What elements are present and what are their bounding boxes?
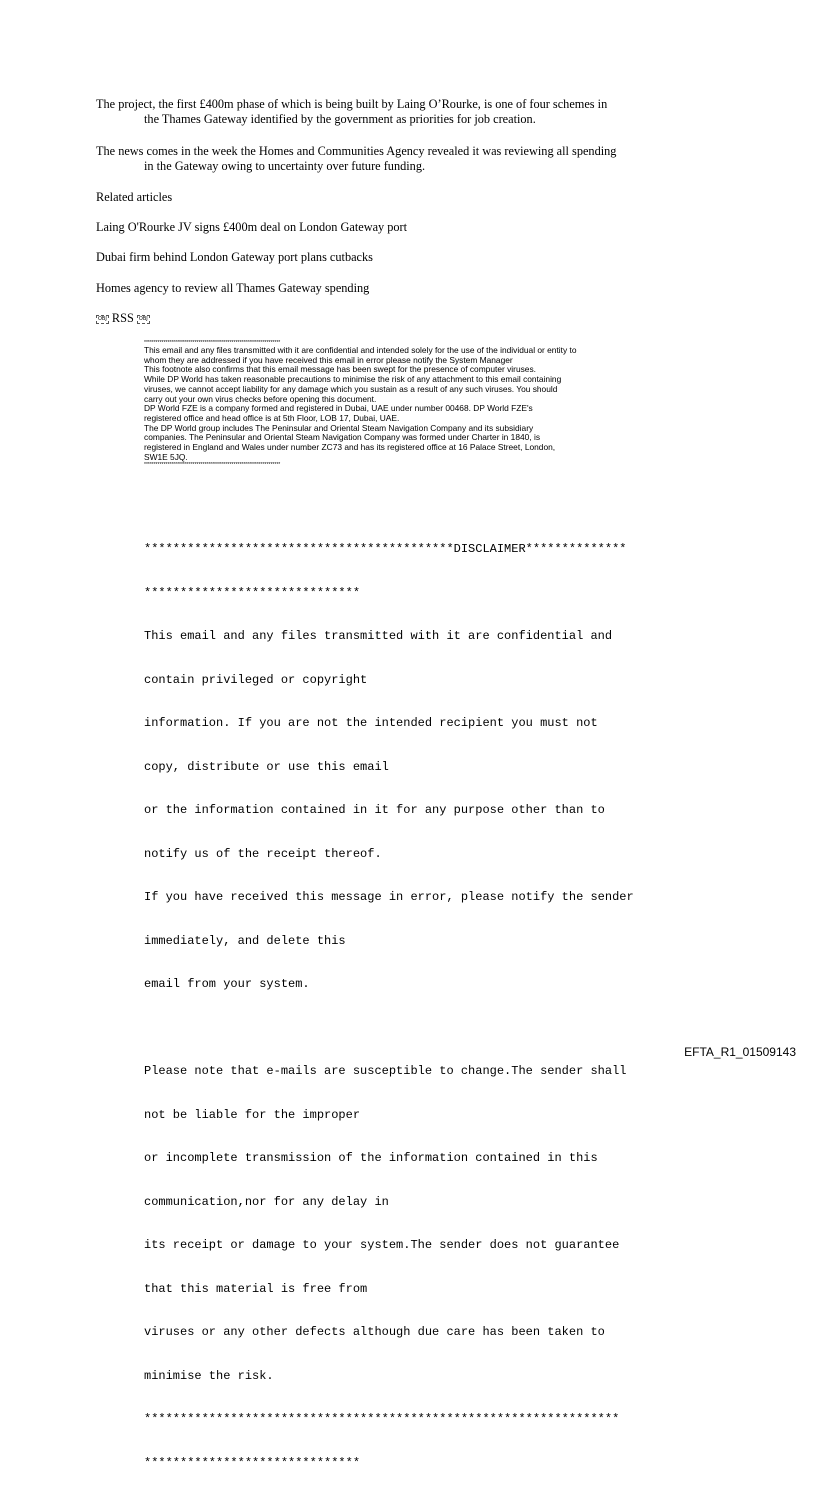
notice-line: While DP World has taken reasonable precautions to minimise the risk of any attachment to this email containing [144, 374, 562, 385]
disclaimer-line: contain privileged or copyright [144, 672, 368, 687]
notice-line: registered office and head office is at 5th Floor, LOB 17, Dubai, UAE. [144, 412, 400, 423]
disclaimer-line: copy, distribute or use this email [144, 759, 389, 774]
disclaimer-line: immediately, and delete this [144, 933, 346, 948]
related-article-link[interactable]: Dubai firm behind London Gateway port plans cutbacks [96, 250, 373, 264]
notice-line: The DP World group includes The Peninsular and Oriental Steam Navigation Company and its subsidiary [144, 422, 534, 433]
disclaimer-line: its receipt or damage to your system.The sender does not guarantee [144, 1238, 620, 1252]
object-placeholder-icon: OBJ [98, 316, 107, 322]
related-article-link[interactable]: Laing O'Rourke JV signs £400m deal on London Gateway port [96, 220, 408, 234]
disclaimer-line: information. If you are not the intended recipient you must not [144, 716, 598, 730]
paragraph-line: The news comes in the week the Homes and Communities Agency revealed it was reviewing all spending [96, 144, 617, 158]
article-paragraph-1 [96, 97, 696, 127]
disclaimer-line: minimise the risk. [144, 1368, 274, 1383]
notice-line: DP World FZE is a company formed and registered in Dubai, UAE under number 00468. DP World FZE's [144, 403, 533, 414]
notice-line: whom they are addressed if you have received this email in error please notify the System Manager [144, 354, 513, 365]
related-articles-heading: Related articles [96, 190, 173, 204]
notice-line: carry out your own virus checks before opening this document. [144, 393, 377, 404]
disclaimer-line: viruses or any other defects although due care has been taken to [144, 1325, 605, 1339]
notice-line: This email and any files transmitted with it are confidential and intended solely for the use of the individual or entity to [144, 345, 577, 355]
disclaimer-line: communication,nor for any delay in [144, 1194, 389, 1209]
disclaimer-line: If you have received this message in error, please notify the sender [144, 890, 634, 904]
disclaimer-line: Please note that e-mails are susceptible to change.The sender shall [144, 1064, 627, 1078]
separator-stars: ********************************************************************** [144, 462, 281, 469]
disclaimer-line: email from your system. [144, 977, 310, 991]
paragraph-line: the Thames Gateway identified by the government as priorities for job creation. [144, 112, 536, 126]
notice-line: viruses, we cannot accept liability for any damage which you sustain as a result of any such viruses. You should [144, 383, 558, 394]
disclaimer-line: notify us of the receipt thereof. [144, 846, 382, 861]
notice-line: companies. The Peninsular and Oriental Steam Navigation Company was formed under Charter in 1840, is [144, 432, 541, 443]
disclaimer-line: ****************************************************************** [144, 1412, 620, 1426]
paragraph-line: in the Gateway owing to uncertainty over future funding. [144, 159, 426, 173]
rss-link[interactable]: RSS [111, 311, 134, 325]
object-placeholder-icon: OBJ [138, 316, 148, 322]
disclaimer-line: not be liable for the improper [144, 1107, 361, 1122]
rss-row [96, 311, 150, 326]
email-footer-notice [144, 340, 674, 468]
disclaimer-line: or the information contained in it for any purpose other than to [144, 803, 605, 817]
document-id: EFTA_R1_01509143 [684, 1045, 796, 1059]
disclaimer-line: This email and any files transmitted with it are confidential and [144, 629, 613, 643]
notice-line: This footnote also confirms that this email message has been swept for the presence of computer viruses. [144, 364, 536, 375]
related-article-link[interactable]: Homes agency to review all Thames Gateway spending [96, 281, 370, 295]
notice-line: registered in England and Wales under number ZC73 and has its registered office at 16 Palace Street, London, [144, 442, 556, 453]
separator-stars: ********************************************************************** [144, 340, 281, 346]
disclaimer-line: or incomplete transmission of the information contained in this [144, 1151, 598, 1165]
paragraph-line: The project, the first £400m phase of which is being built by Laing O’Rourke, is one of four schemes in [96, 97, 608, 111]
disclaimer-line: *******************************************DISCLAIMER************** [144, 542, 627, 556]
disclaimer-line: that this material is free from [144, 1281, 368, 1296]
disclaimer-line: ****************************** [144, 1455, 361, 1470]
disclaimer-blank-line [144, 1021, 634, 1036]
disclaimer-block [144, 513, 634, 1485]
article-paragraph-2 [96, 144, 696, 174]
disclaimer-line: ****************************** [144, 585, 361, 600]
notice-line: SW1E 5JQ. [144, 451, 188, 462]
